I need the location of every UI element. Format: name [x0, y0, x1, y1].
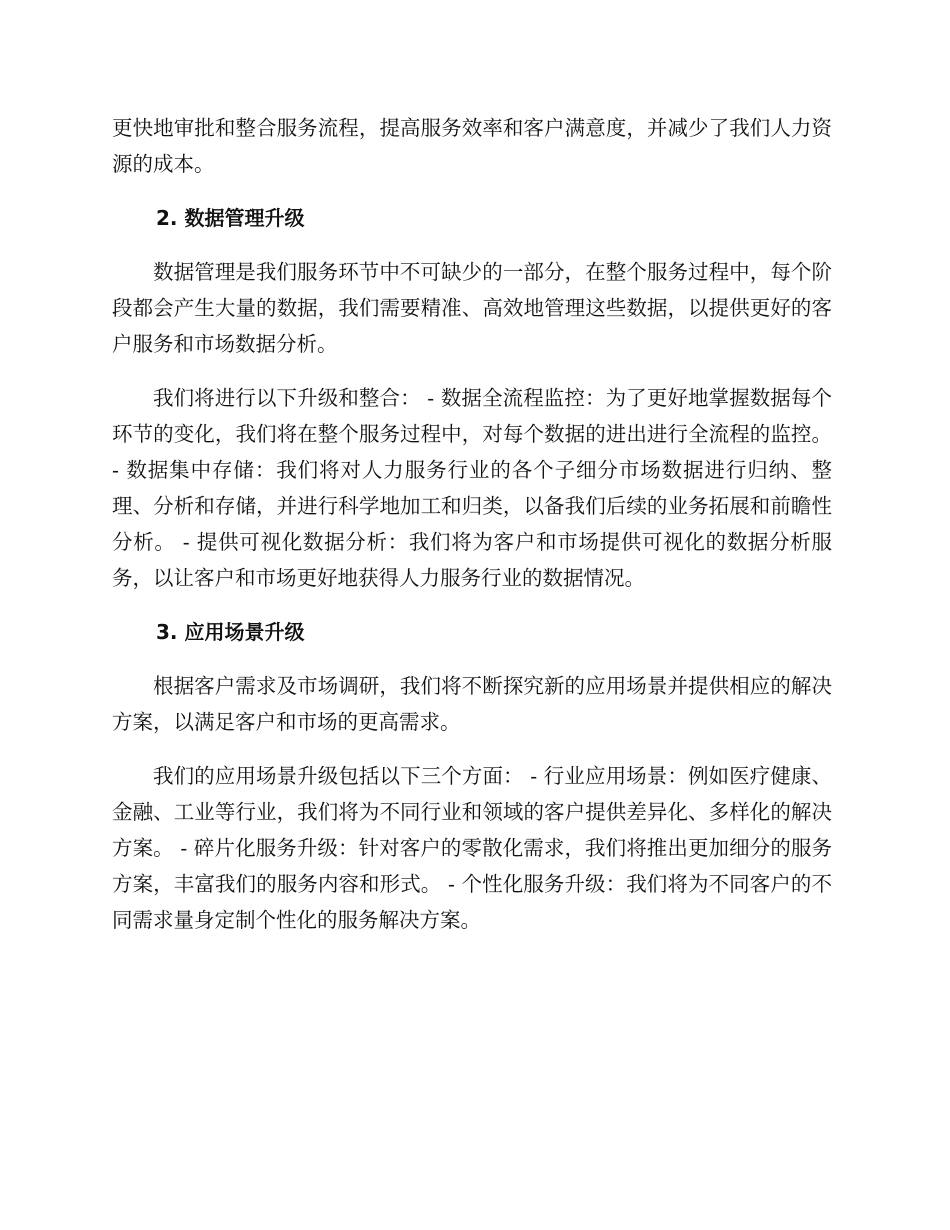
paragraph-application-upgrades: 我们的应用场景升级包括以下三个方面： - 行业应用场景：例如医疗健康、金融、工业等行业，我们将为不同行业和领域的客户提供差异化、多样化的解决方案。 - 碎片化服务升级：针对客户的零散化需求，我们将推出更加细分的服务方案，丰富我们的服务内容和形式。 - 个性化服务升级：我们将为不同客户的不同需求量身定制个性化的服务解决方案。: [112, 764, 832, 932]
section-heading-application-scenarios: 3. 应用场景升级: [156, 620, 305, 644]
paragraph-data-management-intro: 数据管理是我们服务环节中不可缺少的一部分，在整个服务过程中，每个阶段都会产生大量的数据，我们需要精准、高效地管理这些数据，以提供更好的客户服务和市场数据分析。: [112, 260, 832, 356]
document-body: [112, 110, 832, 956]
paragraph-application-intro: 根据客户需求及市场调研，我们将不断探究新的应用场景并提供相应的解决方案，以满足客户和市场的更高需求。: [112, 674, 832, 734]
section-heading-data-management: 2. 数据管理升级: [156, 206, 305, 230]
paragraph-continued: 更快地审批和整合服务流程，提高服务效率和客户满意度，并减少了我们人力资源的成本。: [112, 116, 832, 176]
paragraph-data-management-upgrades: 我们将进行以下升级和整合： - 数据全流程监控：为了更好地掌握数据每个环节的变化，我们将在整个服务过程中，对每个数据的进出进行全流程的监控。 - 数据集中存储：我们将对人力服务行业的各个子细分市场数据进行归纳、整理、分析和存储，并进行科学地加工和归类，以备我们后续的业务拓展和前瞻性分析。 - 提供可视化数据分析：我们将为客户和市场提供可视化的数据分析服务，以让客户和市场更好地获得人力服务行业的数据情况。: [112, 386, 832, 590]
